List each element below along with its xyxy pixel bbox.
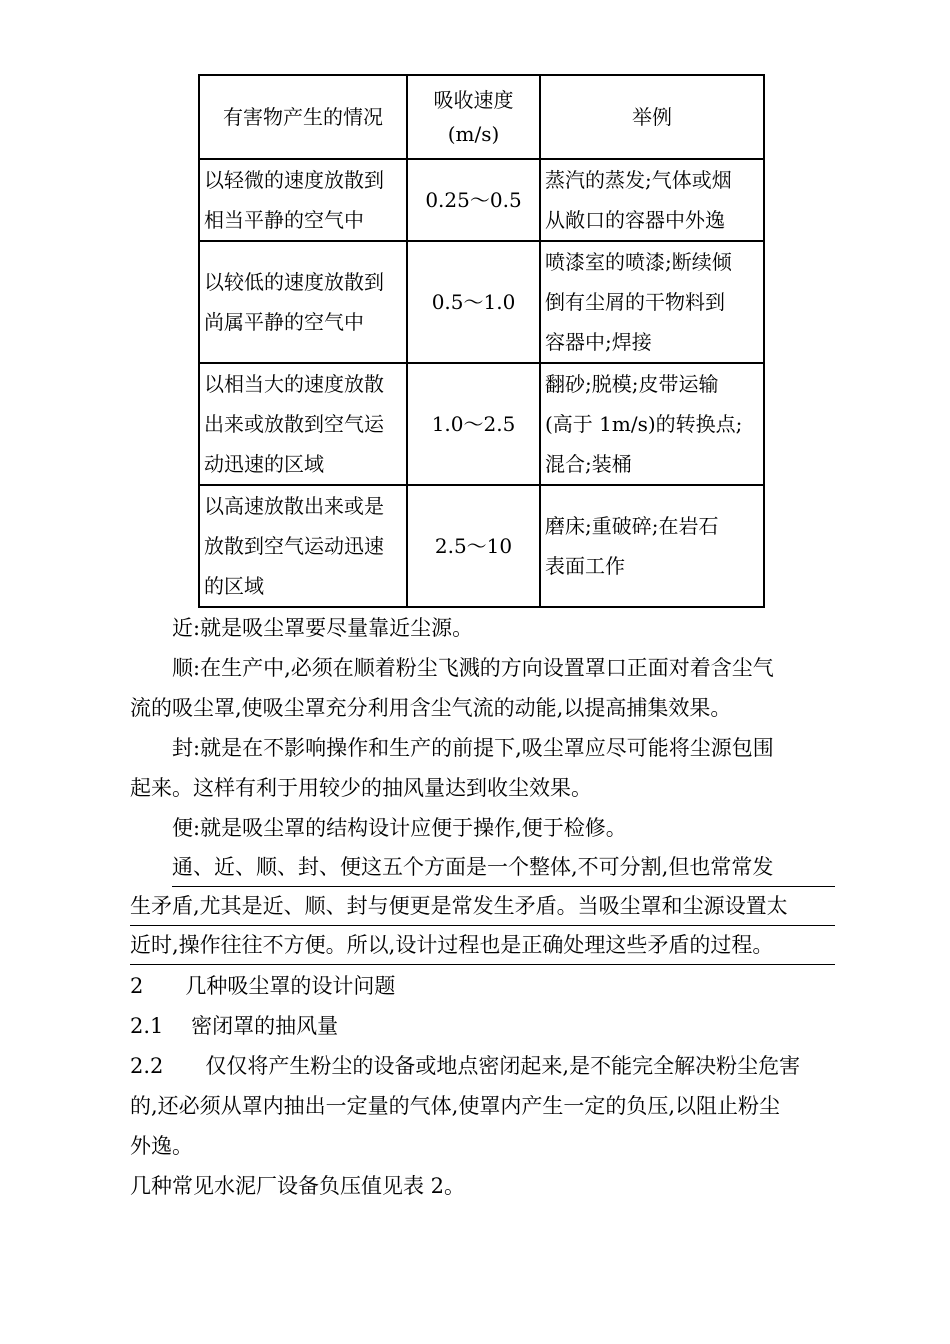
- paragraph-feng: [130, 728, 835, 808]
- table-header-row: [199, 75, 764, 159]
- table-row: [199, 241, 764, 363]
- text-line: 顺:在生产中,必须在顺着粉尘飞溅的方向设置罩口正面对着含尘气: [172, 656, 774, 680]
- text-line: 2.2 仅仅将产生粉尘的设备或地点密闭起来,是不能完全解决粉尘危害: [130, 1054, 801, 1078]
- cell-line: 以相当大的速度放散: [204, 372, 384, 396]
- cell-line: 以高速放散出来或是: [204, 494, 384, 518]
- header-speed: [407, 75, 540, 159]
- table-row: [199, 485, 764, 607]
- cell-speed: 1.0～2.5: [407, 363, 540, 485]
- cell-line: 混合;装桶: [545, 452, 632, 476]
- cell-example: [540, 159, 764, 241]
- cell-situation: [199, 363, 407, 485]
- table-row: [199, 363, 764, 485]
- text-line: 近:就是吸尘罩要尽量靠近尘源。: [172, 616, 474, 640]
- text-line: 2.1 密闭罩的抽风量: [130, 1014, 339, 1038]
- section-2-2-paragraph: [130, 1046, 835, 1166]
- header-speed-unit: (m/s): [447, 122, 500, 146]
- text-line: 便:就是吸尘罩的结构设计应便于操作,便于检修。: [172, 816, 627, 840]
- header-situation: 有害物产生的情况: [199, 75, 407, 159]
- text-line: 起来。这样有利于用较少的抽风量达到收尘效果。: [130, 776, 592, 800]
- cell-line: 容器中;焊接: [545, 330, 652, 354]
- cell-line: (高于 1m/s)的转换点;: [545, 412, 743, 436]
- text-line: 的,还必须从罩内抽出一定量的气体,使罩内产生一定的负压,以阻止粉尘: [130, 1094, 781, 1118]
- text-line: 生矛盾,尤其是近、顺、封与便更是常发生矛盾。当吸尘罩和尘源设置太: [130, 887, 835, 926]
- section-2-heading: [130, 966, 835, 1006]
- header-example: 举例: [540, 75, 764, 159]
- text-line: 2 几种吸尘罩的设计问题: [130, 974, 396, 998]
- text-line: 封:就是在不影响操作和生产的前提下,吸尘罩应尽可能将尘源包围: [172, 736, 774, 760]
- cell-line: 的区域: [204, 574, 264, 598]
- cell-line: 动迅速的区域: [204, 452, 324, 476]
- text-line: 流的吸尘罩,使吸尘罩充分利用含尘气流的动能,以提高捕集效果。: [130, 696, 732, 720]
- cell-line: 蒸汽的蒸发;气体或烟: [545, 168, 732, 192]
- cell-example: [540, 363, 764, 485]
- paragraph-shun: [130, 648, 835, 728]
- cell-line: 翻砂;脱模;皮带运输: [545, 372, 719, 396]
- cell-example: [540, 485, 764, 607]
- cell-speed: 0.25～0.5: [407, 159, 540, 241]
- absorption-speed-table: [198, 74, 765, 608]
- cell-line: 相当平静的空气中: [204, 208, 364, 232]
- cell-situation: [199, 485, 407, 607]
- cell-line: 尚属平静的空气中: [204, 310, 364, 334]
- cell-line: 以轻微的速度放散到: [204, 168, 384, 192]
- section-2-1-heading: [130, 1006, 835, 1046]
- underlined-paragraph: [130, 848, 835, 965]
- text-line: 通、近、顺、封、便这五个方面是一个整体,不可分割,但也常常发: [172, 848, 835, 887]
- text-line: 几种常见水泥厂设备负压值见表 2。: [130, 1174, 466, 1198]
- cell-line: 从敞口的容器中外逸: [545, 208, 725, 232]
- cell-line: 放散到空气运动迅速: [204, 534, 384, 558]
- table-row: [199, 159, 764, 241]
- paragraph-bian: [130, 808, 835, 848]
- cell-line: 磨床;重破碎;在岩石: [545, 514, 719, 538]
- text-line: 外逸。: [130, 1134, 193, 1158]
- cell-situation: [199, 241, 407, 363]
- cell-speed: 2.5～10: [407, 485, 540, 607]
- cell-line: 喷漆室的喷漆;断续倾: [545, 250, 732, 274]
- cell-line: 以较低的速度放散到: [204, 270, 384, 294]
- paragraph-jin: [130, 608, 835, 648]
- cell-line: 表面工作: [545, 554, 625, 578]
- cell-situation: [199, 159, 407, 241]
- cell-speed: 0.5～1.0: [407, 241, 540, 363]
- cell-line: 出来或放散到空气运: [204, 412, 384, 436]
- cell-line: 倒有尘屑的干物料到: [545, 290, 725, 314]
- header-speed-label: 吸收速度: [433, 88, 514, 112]
- table-reference: [130, 1166, 835, 1206]
- text-line: 近时,操作往往不方便。所以,设计过程也是正确处理这些矛盾的过程。: [130, 926, 835, 965]
- cell-example: [540, 241, 764, 363]
